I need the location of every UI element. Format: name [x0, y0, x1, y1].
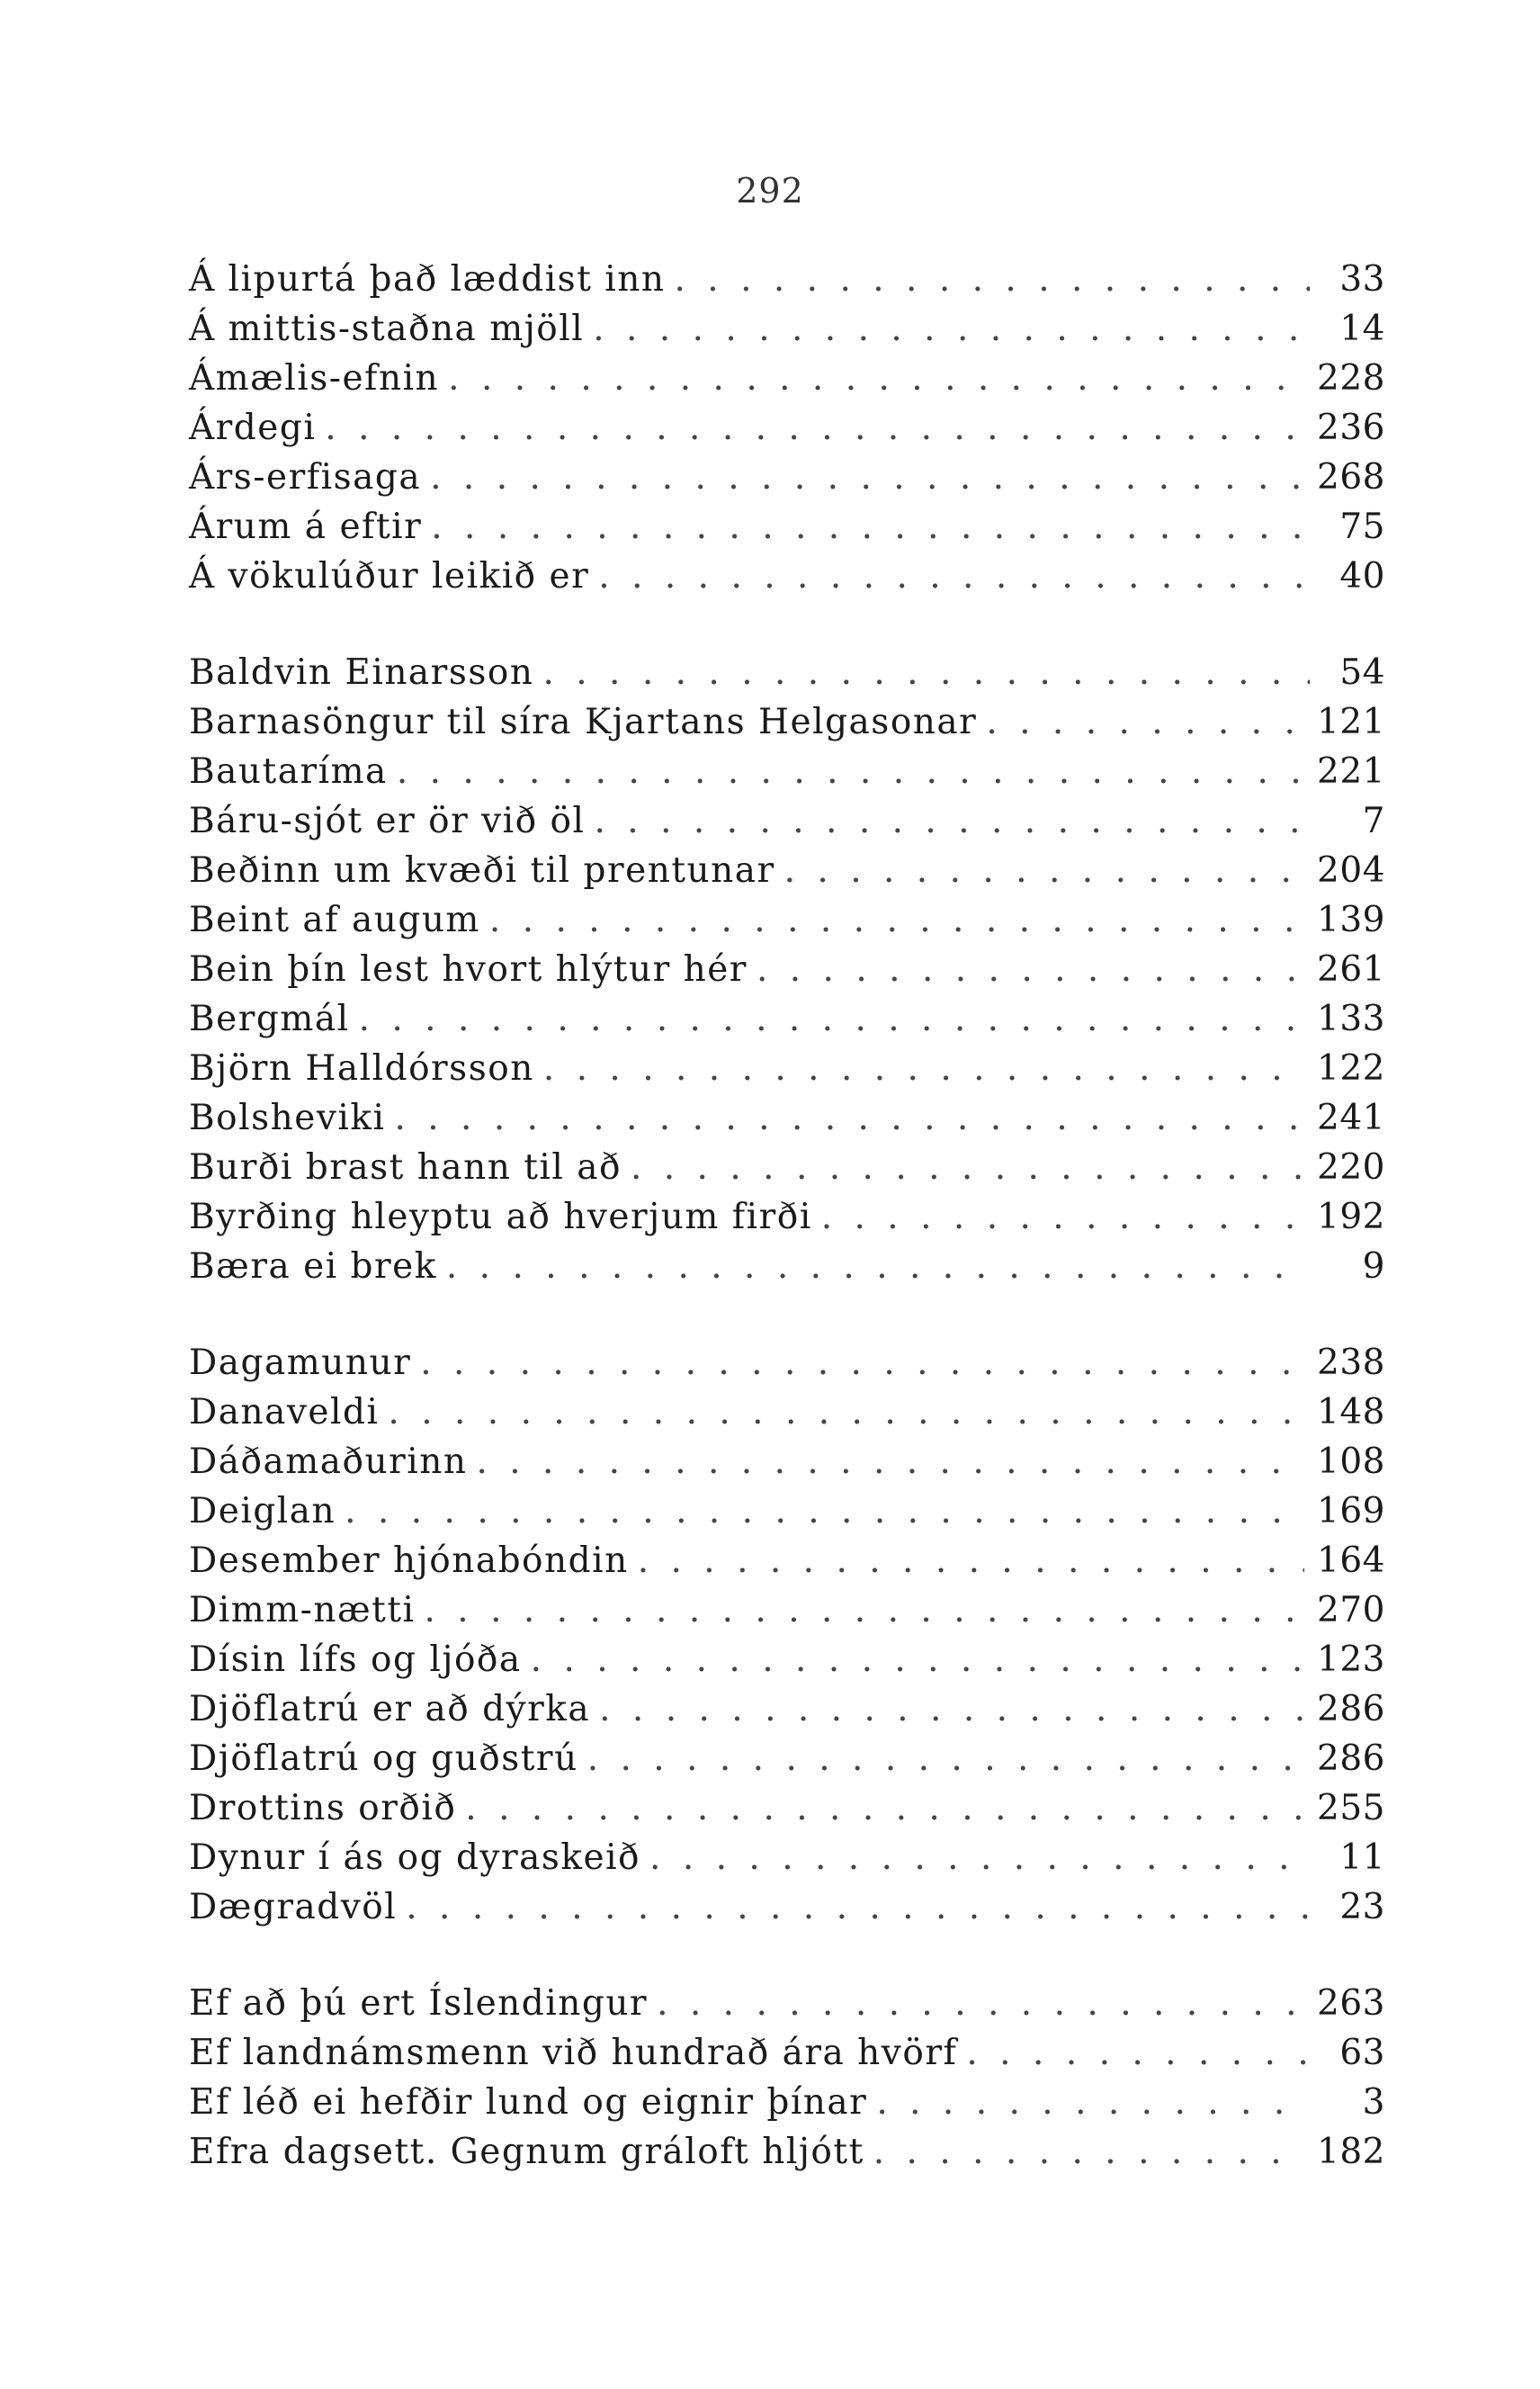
dot-leader — [821, 1197, 1304, 1237]
entry-page-number: 263 — [1317, 1983, 1385, 2024]
dot-leader — [598, 556, 1310, 597]
page-number: 292 — [736, 171, 804, 211]
index-entry — [189, 1392, 1385, 1441]
entry-title: Árum á eftir — [189, 507, 423, 547]
index-entry — [189, 1738, 1385, 1788]
index-entry — [189, 309, 1385, 358]
entry-title: Djöflatrú er að dýrka — [189, 1689, 591, 1729]
entry-title: Drottins orðið — [189, 1788, 457, 1828]
entry-title: Á lipurtá það læddist inn — [189, 259, 666, 300]
index-entry — [189, 1147, 1385, 1197]
dot-leader — [649, 1837, 1310, 1878]
dot-leader — [476, 1441, 1304, 1482]
entry-page-number: 270 — [1317, 1590, 1385, 1630]
entry-page-number: 220 — [1317, 1147, 1385, 1188]
entry-title: Á vökulúður leikið er — [189, 556, 590, 597]
entry-page-number: 123 — [1317, 1639, 1385, 1680]
index-entry — [189, 1048, 1385, 1098]
index-entry — [189, 1639, 1385, 1689]
dot-leader — [359, 999, 1304, 1039]
entry-page-number: 11 — [1339, 1837, 1385, 1878]
entry-page-number: 23 — [1339, 1887, 1385, 1927]
index-entry — [189, 1590, 1385, 1639]
index-entry — [189, 1441, 1385, 1491]
entry-page-number: 14 — [1339, 309, 1385, 349]
entry-title: Árs-erfisaga — [189, 457, 422, 498]
entry-page-number: 133 — [1317, 999, 1385, 1039]
index-entry — [189, 507, 1385, 556]
entry-title: Efra dagsett. Gegnum gráloft hljótt — [189, 2132, 864, 2172]
entry-page-number: 54 — [1339, 652, 1385, 693]
entry-page-number: 121 — [1317, 702, 1385, 742]
index-entry — [189, 801, 1385, 850]
index-entry — [189, 1837, 1385, 1887]
index-entry — [189, 2033, 1385, 2082]
entry-title: Ef að þú ert Íslendingur — [189, 1983, 649, 2024]
index-of-titles — [189, 259, 1385, 2181]
index-entry — [189, 1343, 1385, 1392]
entry-page-number: 286 — [1317, 1689, 1385, 1729]
index-entry — [189, 1983, 1385, 2033]
dot-leader — [757, 949, 1304, 990]
index-entry — [189, 1491, 1385, 1540]
entry-page-number: 40 — [1339, 556, 1385, 597]
entry-page-number: 139 — [1317, 900, 1385, 940]
dot-leader — [631, 1147, 1304, 1188]
entry-page-number: 164 — [1317, 1540, 1385, 1581]
dot-leader — [873, 2132, 1304, 2172]
dot-leader — [388, 1392, 1304, 1433]
entry-page-number: 261 — [1317, 949, 1385, 990]
index-entry — [189, 1098, 1385, 1147]
entry-title: Dimm-nætti — [189, 1590, 416, 1630]
dot-leader — [448, 358, 1304, 399]
dot-leader — [593, 309, 1310, 349]
index-entry — [189, 1246, 1385, 1296]
entry-page-number: 241 — [1317, 1098, 1385, 1138]
entry-title: Ef léð ei hefðir lund og eignir þínar — [189, 2082, 868, 2123]
dot-leader — [325, 408, 1304, 448]
entry-title: Bæra ei brek — [189, 1246, 437, 1287]
entry-title: Djöflatrú og guðstrú — [189, 1738, 578, 1779]
entry-title: Baldvin Einarsson — [189, 652, 534, 693]
dot-leader — [446, 1246, 1310, 1287]
entry-title: Dísin lífs og ljóða — [189, 1639, 522, 1680]
dot-leader — [465, 1788, 1304, 1828]
entry-title: Burði brast hann til að — [189, 1147, 622, 1188]
dot-leader — [657, 1983, 1304, 2024]
entry-page-number: 192 — [1317, 1197, 1385, 1237]
entry-page-number: 75 — [1339, 507, 1385, 547]
index-entry — [189, 1540, 1385, 1590]
entry-page-number: 204 — [1317, 850, 1385, 891]
entry-title: Báru-sjót er ör við öl — [189, 801, 586, 841]
entry-title: Bautaríma — [189, 751, 388, 792]
index-entry — [189, 457, 1385, 507]
dot-leader — [430, 457, 1304, 498]
entry-page-number: 169 — [1317, 1491, 1385, 1531]
entry-page-number: 33 — [1339, 259, 1385, 300]
entry-page-number: 182 — [1317, 2132, 1385, 2172]
dot-leader — [599, 1689, 1304, 1729]
entry-page-number: 148 — [1317, 1392, 1385, 1433]
index-entry — [189, 900, 1385, 949]
dot-leader — [986, 702, 1304, 742]
entry-title: Deiglan — [189, 1491, 336, 1531]
entry-title: Danaveldi — [189, 1392, 380, 1433]
entry-page-number: 7 — [1362, 801, 1385, 841]
entry-page-number: 268 — [1317, 457, 1385, 498]
index-entry — [189, 358, 1385, 408]
entry-title: Desember hjónabóndin — [189, 1540, 629, 1581]
entry-title: Árdegi — [189, 408, 317, 448]
entry-title: Dagamunur — [189, 1343, 412, 1383]
dot-leader — [345, 1491, 1304, 1531]
entry-title: Ámælis-efnin — [189, 358, 440, 399]
entry-page-number: 255 — [1317, 1788, 1385, 1828]
dot-leader — [784, 850, 1304, 891]
entry-title: Beint af augum — [189, 900, 480, 940]
index-group — [189, 652, 1385, 1296]
dot-leader — [542, 652, 1310, 693]
index-entry — [189, 949, 1385, 999]
entry-page-number: 9 — [1362, 1246, 1385, 1287]
index-entry — [189, 408, 1385, 457]
entry-title: Beðinn um kvæði til prentunar — [189, 850, 775, 891]
dot-leader — [966, 2033, 1310, 2073]
entry-title: Bolsheviki — [189, 1098, 386, 1138]
index-entry — [189, 751, 1385, 801]
index-entry — [189, 259, 1385, 309]
index-entry — [189, 1689, 1385, 1738]
entry-title: Bergmál — [189, 999, 350, 1039]
index-entry — [189, 652, 1385, 702]
entry-page-number: 238 — [1317, 1343, 1385, 1383]
entry-title: Dáðamaðurinn — [189, 1441, 468, 1482]
entry-title: Ef landnámsmenn við hundrað ára hvörf — [189, 2033, 958, 2073]
entry-title: Björn Halldórsson — [189, 1048, 534, 1089]
index-group — [189, 1343, 1385, 1936]
index-entry — [189, 556, 1385, 606]
index-entry — [189, 1887, 1385, 1936]
dot-leader — [424, 1590, 1304, 1630]
index-entry — [189, 2132, 1385, 2181]
index-entry — [189, 1197, 1385, 1246]
entry-title: Byrðing hleyptu að hverjum firði — [189, 1197, 812, 1237]
entry-page-number: 228 — [1317, 358, 1385, 399]
dot-leader — [594, 801, 1310, 841]
index-entry — [189, 2082, 1385, 2132]
entry-title: Dynur í ás og dyraskeið — [189, 1837, 641, 1878]
dot-leader — [397, 751, 1304, 792]
dot-leader — [674, 259, 1310, 300]
dot-leader — [489, 900, 1304, 940]
dot-leader — [394, 1098, 1304, 1138]
entry-page-number: 286 — [1317, 1738, 1385, 1779]
dot-leader — [543, 1048, 1304, 1089]
entry-title: Barnasöngur til síra Kjartans Helgasonar — [189, 702, 978, 742]
dot-leader — [420, 1343, 1304, 1383]
dot-leader — [406, 1887, 1310, 1927]
entry-page-number: 122 — [1317, 1048, 1385, 1089]
index-group — [189, 1983, 1385, 2181]
dot-leader — [876, 2082, 1310, 2123]
index-entry — [189, 999, 1385, 1048]
dot-leader — [587, 1738, 1304, 1779]
index-entry — [189, 702, 1385, 751]
entry-title: Á mittis-staðna mjöll — [189, 309, 585, 349]
dot-leader — [531, 1639, 1304, 1680]
entry-title: Bein þín lest hvort hlýtur hér — [189, 949, 748, 990]
entry-page-number: 236 — [1317, 408, 1385, 448]
entry-page-number: 221 — [1317, 751, 1385, 792]
entry-page-number: 63 — [1339, 2033, 1385, 2073]
index-entry — [189, 850, 1385, 900]
dot-leader — [431, 507, 1310, 547]
entry-page-number: 108 — [1317, 1441, 1385, 1482]
index-group — [189, 259, 1385, 606]
entry-page-number: 3 — [1362, 2082, 1385, 2123]
index-entry — [189, 1788, 1385, 1837]
dot-leader — [638, 1540, 1304, 1581]
entry-title: Dægradvöl — [189, 1887, 398, 1927]
